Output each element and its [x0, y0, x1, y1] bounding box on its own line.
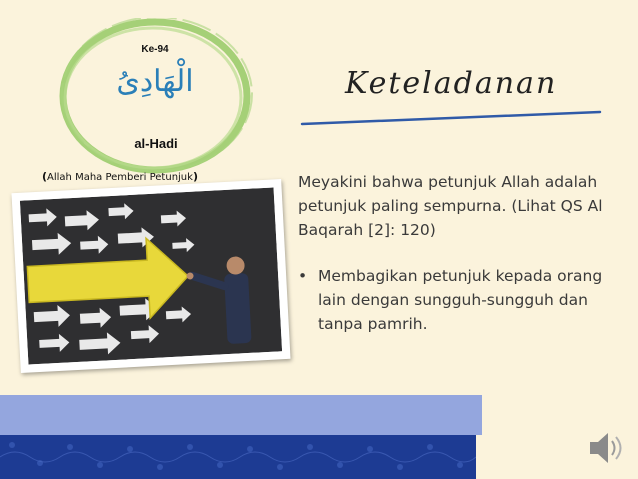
bottom-band-light: [0, 395, 482, 435]
slide-title: Keteladanan: [345, 66, 558, 101]
guidance-photo: [11, 179, 290, 373]
title-underline: [300, 108, 602, 128]
name-meaning: [42, 170, 242, 183]
meaning-text: Allah Maha Pemberi Petunjuk: [47, 172, 193, 183]
asmaul-husna-badge: [52, 18, 252, 178]
bottom-band-dark: [0, 435, 476, 479]
meaning-open-paren: (: [42, 170, 48, 183]
bullet-item: Membagikan petunjuk kepada orang lain dengan sungguh-sungguh dan tanpa pamrih.: [318, 267, 603, 333]
meaning-close-paren: ): [192, 170, 198, 183]
arrows-illustration: [20, 187, 282, 364]
batik-pattern: [0, 435, 476, 479]
main-paragraph: Meyakini bahwa petunjuk Allah adalah petunjuk paling sempurna. (Lihat QS Al Baqarah [2]: 120): [298, 173, 603, 239]
name-number-label: Ke-94: [141, 44, 169, 55]
arabic-name: الْهَادِىُ: [116, 64, 194, 99]
bullet-marker: •: [298, 267, 308, 285]
speaker-icon[interactable]: [586, 428, 626, 468]
latin-name: al-Hadi: [134, 136, 178, 151]
